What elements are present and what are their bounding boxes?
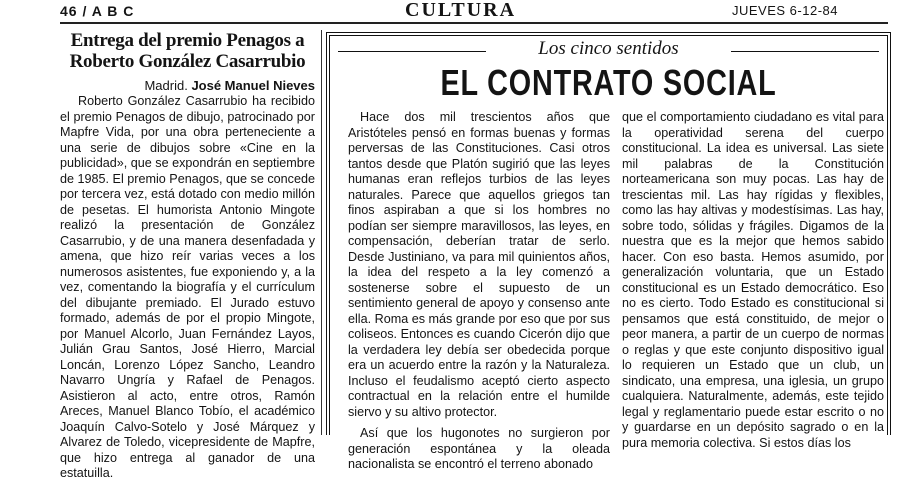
column-divider — [321, 30, 322, 435]
main-title: EL CONTRATO SOCIAL — [440, 62, 777, 103]
page-header — [0, 0, 900, 22]
page-number: 46 / A B C — [60, 3, 135, 19]
left-article — [60, 30, 315, 480]
byline-place: Madrid. — [144, 78, 188, 93]
kicker-rule-right — [731, 51, 879, 52]
byline-author: José Manuel Nieves — [191, 78, 315, 93]
paragraph: que el comportamiento ciudadano es vital para la operatividad serena del cuerpo constitucional. La idea es universal. Las siete mil palabras de la Constitución norteamericana son muy pocas. Las hay de trescientas mil. Las hay rígidas y flexibles, como las hay altivas y modestísimas. Las hay, sobre todo, sólidas y frágiles. Digamos de la nuestra que es la mejor que hemos sabido hacer. Con eso basta. Hemos asumido, por generalización voluntaria, que un Estado constitucional es un Estado democrático. Eso no es cierto. Todo Estado es constitucional si pensamos que está constituido, de mejor o peor manera, a partir de un cuerpo de normas o reglas y que este conjunto dispositivo igual lo requieren un Estado que un club, un sindicato, una empresa, una iglesia, un grupo cualquiera. Naturalmente, además, este tejido legal y reglamentario puede estar escrito o no y guardarse en un depósito sagrado o en la pura memoria colectiva. Si estos días los — [622, 110, 884, 450]
paragraph: Así que los hugonotes no surgieron por generación espontánea y la oleada nacionalista se encontró el terreno abonado — [348, 426, 610, 471]
main-article-column-2 — [622, 110, 884, 450]
byline — [60, 78, 315, 94]
section-title: CULTURA — [405, 0, 517, 21]
main-article-box — [326, 32, 891, 471]
kicker: Los cinco sentidos — [538, 38, 679, 59]
paragraph: Hace dos mil trescientos años que Aristóteles pensó en formas buenas y formas perversas de las Constituciones. Casi otros tantos desde que Platón sugirió que las leyes humanas eran reflejos turbios de las leyes naturales. Parece que aquellos griegos tan finos aspiraban a que si los hombres no podían ser siempre maravillosos, las leyes, en compensación, deberían tratar de serlo. Desde Justiniano, va para mil quinientos años, la idea del respeto a la ley comenzó a sostenerse sobre el supuesto de un sentimiento general de apoyo y consenso ante ella. Roma es más grande por eso que por sus coliseos. Entonces es cuando Cicerón dijo que la verdadera ley debía ser obedecida porque era un acuerdo entre la razón y la Naturaleza. Incluso el feudalismo aceptó cierto aspecto contractual en la relación entre el humilde siervo y su altivo protector. — [348, 110, 610, 419]
main-article-column-1 — [348, 110, 610, 471]
issue-date: JUEVES 6-12-84 — [732, 3, 838, 18]
left-article-body: Roberto González Casarrubio ha recibido el premio Penagos de dibujo, patrocinado por Mapfre Vida, por una obra perteneciente a una serie de dibujos sobre «Cine en la publicidad», que se expondrán en septiembre de 1985. El premio Penagos, que se concede por tercera vez, está dotado con medio millón de pesetas. El humorista Antonio Mingote realizó la presentación de González Casarrubio, y de una manera desenfadada y amena, que hizo reír varias veces a los numerosos asistentes, fue exponiendo y, a la vez, comentando la biografía y el currículum del dibujante premiado. El Jurado estuvo formado, además de por el propio Mingote, por Manuel Alcorlo, Juan Fernández Layos, Julián Grau Santos, José Hierro, Marcial Loncán, Lorenzo López Sancho, Leandro Navarro Ungría y Rafael de Penagos. Asistieron al acto, entre otros, Ramón Areces, Manuel Blanco Tobío, el académico Joaquín Calvo-Sotelo y José Márquez y Alvarez de Toledo, vicepresidente de Mapfre, que hizo entrega al ganador de una estatuilla. — [60, 94, 315, 480]
left-headline: Entrega del premio Penagos a Roberto González Casarrubio — [69, 30, 306, 72]
header-rule — [60, 22, 888, 24]
